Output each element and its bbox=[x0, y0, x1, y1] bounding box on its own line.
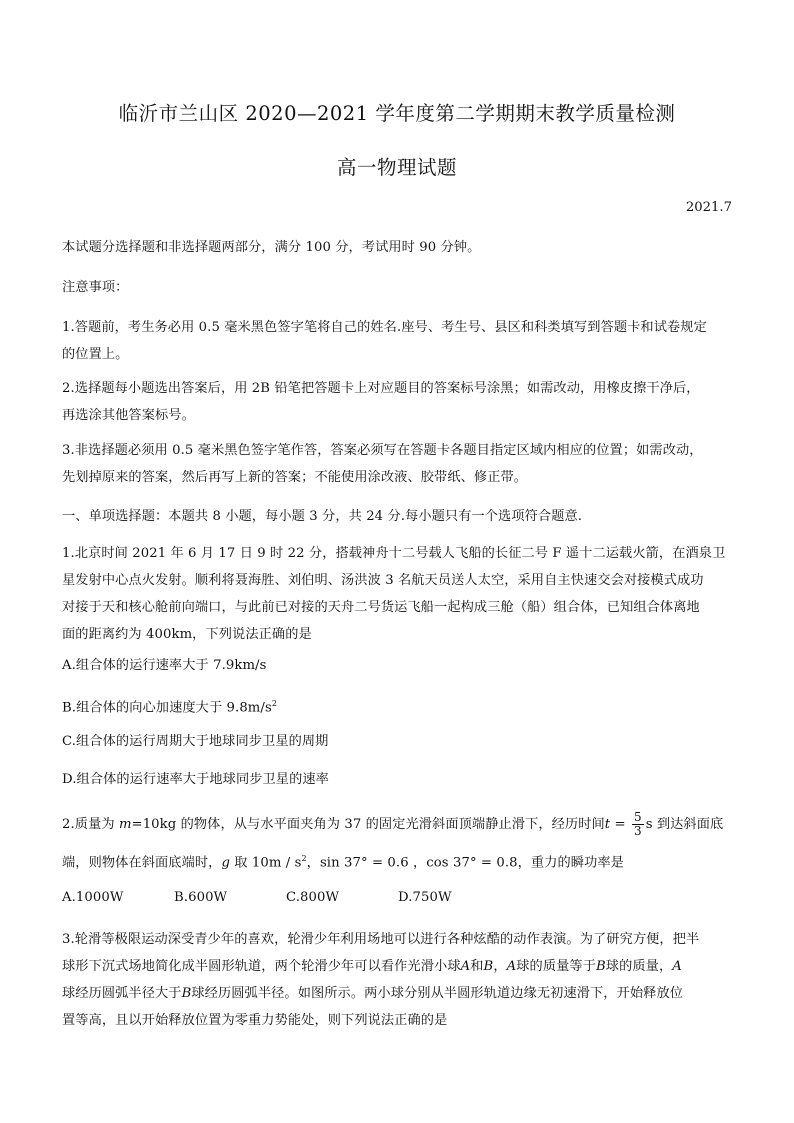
notice-item-3-line-2: 先划掉原来的答案，然后再写上新的答案；不能使用涂改液、胶带纸、修正带。 bbox=[62, 470, 528, 485]
q2-options bbox=[62, 884, 732, 911]
exam-date: 2021.7 bbox=[685, 200, 732, 215]
question-2 bbox=[62, 808, 732, 880]
q1-option-c: C.组合体的运行周期大于地球同步卫星的周期 bbox=[62, 734, 329, 749]
section-heading: 一、单项选择题：本题共 8 小题，每小题 3 分，共 24 分.每小题只有一个选项符合题意. bbox=[62, 509, 583, 524]
q1-option-d: D.组合体的运行速率大于地球同步卫星的速率 bbox=[62, 772, 329, 787]
intro-text: 本试题分选择题和非选择题两部分，满分 100 分，考试用时 90 分钟。 bbox=[62, 240, 481, 255]
q1-line-4: 面的距离约为 400km，下列说法正确的是 bbox=[62, 627, 312, 642]
notice-item-1-line-1: 1.答题前，考生务必用 0.5 毫米黑色签字笔将自己的姓名.座号、考生号、县区和科类填写到答题卡和试卷规定 bbox=[62, 320, 707, 335]
q1-line-1: 1.北京时间 2021 年 6 月 17 日 9 时 22 分，搭载神舟十二号载人飞船的长征二号 F 遥十二运载火箭，在酒泉卫 bbox=[62, 546, 726, 561]
q1-option-b: B.组合体的向心加速度大于 $9.8m/s^2$ bbox=[62, 699, 278, 716]
q1-line-2: 星发射中心点火发射。顺利将聂海胜、刘伯明、汤洪波 3 名航天员送人太空，采用自主快速交会对接模式成功 bbox=[62, 573, 704, 588]
notice-item-2-line-1: 2.选择题每小题选出答案后，用 2B 铅笔把答题卡上对应题目的答案标号涂黑；如需改动，用橡皮擦干净后， bbox=[62, 381, 700, 396]
question-3 bbox=[62, 926, 732, 1034]
notice-item-1-line-2: 的位置上。 bbox=[62, 347, 129, 362]
notice-item-1 bbox=[62, 314, 732, 368]
notice-item-3 bbox=[62, 437, 732, 491]
q3-line-1: 3.轮滑等极限运动深受青少年的喜欢，轮滑少年利用场地可以进行各种炫酷的动作表演。为了研究方便，把半 bbox=[62, 932, 700, 947]
q1-line-3: 对接于天和核心舱前向端口，与此前已对接的天舟二号货运飞船一起构成三舱（船）组合体，已知组合体离地 bbox=[62, 600, 700, 615]
q3-line-2: 球形下沉式场地简化成半圆形轨道，两个轮滑少年可以看作光滑小球A和B，A球的质量等于B球的质量，A bbox=[62, 959, 682, 974]
q2-option-c: C.800W bbox=[286, 890, 340, 905]
notice-item-3-line-1: 3.非选择题必须用 0.5 毫米黑色签字笔作答，答案必须写在答题卡各题目指定区域内相应的位置；如需改动， bbox=[62, 443, 703, 458]
exam-subtitle: 高一物理试题 bbox=[336, 156, 457, 179]
time-fraction: $\frac{5}{3}$ bbox=[633, 810, 642, 838]
exam-title: 临沂市兰山区 2020—2021 学年度第二学期期末教学质量检测 bbox=[118, 102, 676, 125]
notice-item-2 bbox=[62, 375, 732, 429]
notice-item-2-line-2: 再选涂其他答案标号。 bbox=[62, 408, 195, 423]
q2-option-a: A.1000W bbox=[62, 890, 124, 905]
q2-option-d: D.750W bbox=[398, 890, 452, 905]
q2-line-1: 2.质量为 m=10kg 的物体，从与水平面夹角为 37 的固定光滑斜面顶端静止滑下，经历时间t = $\frac{5}{3}$ s 到达斜面底 bbox=[62, 810, 724, 838]
q1-option-a: A.组合体的运行速率大于 7.9km/s bbox=[62, 658, 267, 673]
q3-line-3: 球经历圆弧半径大于B球经历圆弧半径。如图所示。两小球分别从半圆形轨道边缘无初速滑下，开始释放位 bbox=[62, 986, 684, 1001]
q3-line-4: 置等高，且以开始释放位置为零重力势能处，则下列说法正确的是 bbox=[62, 1013, 448, 1028]
q2-option-b: B.600W bbox=[174, 890, 228, 905]
q2-line-2: 端，则物体在斜面底端时，g 取 $10m / s^2$，sin 37° = 0.6 ，cos 37° = 0.8，重力的瞬功率是 bbox=[62, 854, 624, 871]
notice-heading: 注意事项： bbox=[62, 280, 129, 295]
question-1 bbox=[62, 540, 732, 648]
